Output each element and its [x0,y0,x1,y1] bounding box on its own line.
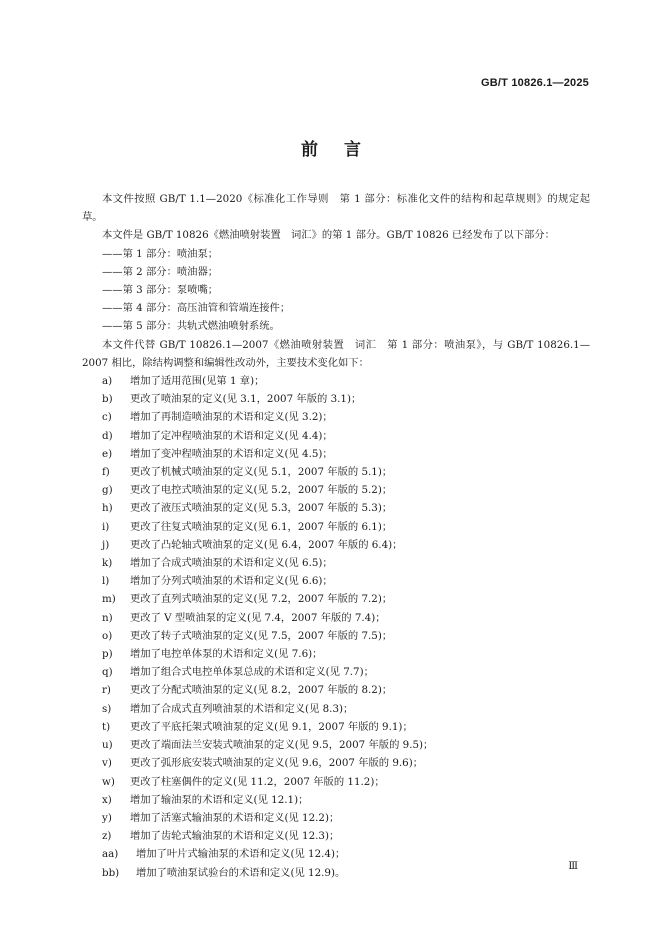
replace-paragraph: 本文件代替 GB/T 10826.1—2007《燃油喷射装置 词汇 第 1 部分：喷油泵》，与 GB/T 10826.1—2007 相比，除结构调整和编辑性改动外，主要技术变化如下： [82,338,590,369]
change-item-text: 增加了喷油泵试验台的术语和定义(见 12.9)。 [136,866,346,879]
change-item-text: 更改了弧形底安装式喷油泵的定义(见 9.6，2007 年版的 9.6)； [130,757,424,770]
change-item-text: 更改了电控式喷油泵的定义(见 5.2，2007 年版的 5.2)； [130,484,393,497]
change-item-marker: u) [102,739,113,752]
change-item-text: 更改了凸轮轴式喷油泵的定义(见 6.4，2007 年版的 6.4)； [130,538,403,551]
change-item-marker: g) [102,484,113,497]
change-item-text: 增加了再制造喷油泵的术语和定义(见 3.2)； [130,411,333,424]
change-item-marker: z) [102,830,112,843]
change-item-text: 更改了液压式喷油泵的定义(见 5.3，2007 年版的 5.3)； [130,502,393,515]
change-item-text: 增加了变冲程喷油泵的术语和定义(见 4.5)； [130,447,333,460]
change-item-text: 更改了机械式喷油泵的定义(见 5.1，2007 年版的 5.1)； [130,466,393,479]
change-item [82,864,590,882]
change-item [82,791,590,809]
change-item-marker: bb) [102,866,120,879]
change-item [82,463,590,481]
part-item: ——第 4 部分：高压油管和管端连接件； [102,302,291,315]
change-item [82,681,590,699]
change-item-marker: d) [102,429,113,442]
change-item-marker: s) [102,702,112,715]
change-item-marker: t) [102,720,111,733]
change-item-text: 增加了合成式直列喷油泵的术语和定义(见 8.3)； [130,702,354,715]
change-item [82,609,590,627]
part-item: ——第 3 部分：泵喷嘴； [102,284,219,297]
change-item-marker: e) [102,447,113,460]
change-item-marker: aa) [102,848,119,861]
change-item-text: 更改了柱塞偶件的定义(见 11.2，2007 年版的 11.2)； [130,775,385,788]
change-item [82,499,590,517]
change-item-text: 更改了直列式喷油泵的定义(见 7.2，2007 年版的 7.2)； [130,593,393,606]
change-item-marker: b) [102,393,113,406]
change-item [82,390,590,408]
change-item-marker: p) [102,648,113,661]
change-item-marker: y) [102,811,112,824]
change-item-text: 增加了输油泵的术语和定义(见 12.1)； [130,793,309,806]
change-item [82,754,590,772]
change-item [82,663,590,681]
change-item-marker: o) [102,629,113,642]
change-item [82,809,590,827]
part-item: ——第 1 部分：喷油泵； [102,247,219,260]
page-number: Ⅲ [568,861,578,872]
intro-paragraph: 本文件按照 GB/T 1.1—2020《标准化工作导则 第 1 部分：标准化文件的结构和起草规则》的规定起草。 [82,193,590,224]
change-item-text: 更改了 V 型喷油泵的定义(见 7.4，2007 年版的 7.4)； [130,611,386,624]
change-item-text: 增加了叶片式输油泵的术语和定义(见 12.4)； [136,848,346,861]
change-item-text: 更改了平底托架式喷油泵的定义(见 9.1，2007 年版的 9.1)； [130,720,413,733]
change-item-marker: k) [102,557,113,570]
change-item-marker: q) [102,666,113,679]
change-item-text: 更改了分配式喷油泵的定义(见 8.2，2007 年版的 8.2)； [130,684,393,697]
change-item-text: 增加了定冲程喷油泵的术语和定义(见 4.4)； [130,429,333,442]
change-item [82,372,590,390]
change-item-text: 增加了活塞式输油泵的术语和定义(见 12.2)； [130,811,340,824]
change-item [82,445,590,463]
change-item-marker: j) [102,538,110,551]
change-item [82,700,590,718]
change-item [82,773,590,791]
change-item-text: 更改了转子式喷油泵的定义(见 7.5，2007 年版的 7.5)； [130,629,393,642]
standard-number: GB/T 10826.1—2025 [481,77,589,89]
change-item-marker: f) [102,466,110,479]
change-item-marker: n) [102,611,113,624]
change-item-marker: v) [102,757,112,770]
change-item-text: 更改了端面法兰安装式喷油泵的定义(见 9.5，2007 年版的 9.5)； [130,739,434,752]
part-item: ——第 5 部分：共轨式燃油喷射系统。 [102,320,280,333]
change-item-text: 更改了往复式喷油泵的定义(见 6.1，2007 年版的 6.1)； [130,520,393,533]
change-item-text: 增加了组合式电控单体泵总成的术语和定义(见 7.7)； [130,666,374,679]
part-item: ——第 2 部分：喷油器； [102,265,219,278]
change-item-text: 增加了分列式喷油泵的术语和定义(见 6.6)； [130,575,333,588]
change-item [82,554,590,572]
change-item-marker: l) [102,575,110,588]
intro-paragraph: 本文件是 GB/T 10826《燃油喷射装置 词汇》的第 1 部分。GB/T 10826 已经发布了以下部分： [102,229,555,242]
change-item-marker: m) [102,593,116,606]
change-item [82,427,590,445]
change-item-text: 增加了合成式喷油泵的术语和定义(见 6.5)； [130,557,333,570]
change-item [82,536,590,554]
changes-list [82,372,590,882]
change-item [82,408,590,426]
change-item [82,645,590,663]
change-item [82,590,590,608]
change-item-marker: i) [102,520,110,533]
change-item-marker: x) [102,793,112,806]
change-item-marker: a) [102,375,113,388]
document-body [82,190,590,882]
change-item [82,845,590,863]
change-item [82,481,590,499]
page-title: 前言 [301,140,387,160]
change-item-marker: w) [102,775,115,788]
change-item [82,718,590,736]
change-item-marker: c) [102,411,112,424]
change-item [82,827,590,845]
change-item [82,518,590,536]
change-item-marker: r) [102,684,111,697]
change-item [82,627,590,645]
change-item [82,736,590,754]
change-item-text: 更改了喷油泵的定义(见 3.1，2007 年版的 3.1)； [130,393,362,406]
change-item-text: 增加了电控单体泵的术语和定义(见 7.6)； [130,648,323,661]
change-item [82,572,590,590]
change-item-text: 增加了齿轮式输油泵的术语和定义(见 12.3)； [130,830,340,843]
change-item-marker: h) [102,502,113,515]
change-item-text: 增加了适用范围(见第 1 章)； [130,375,265,388]
